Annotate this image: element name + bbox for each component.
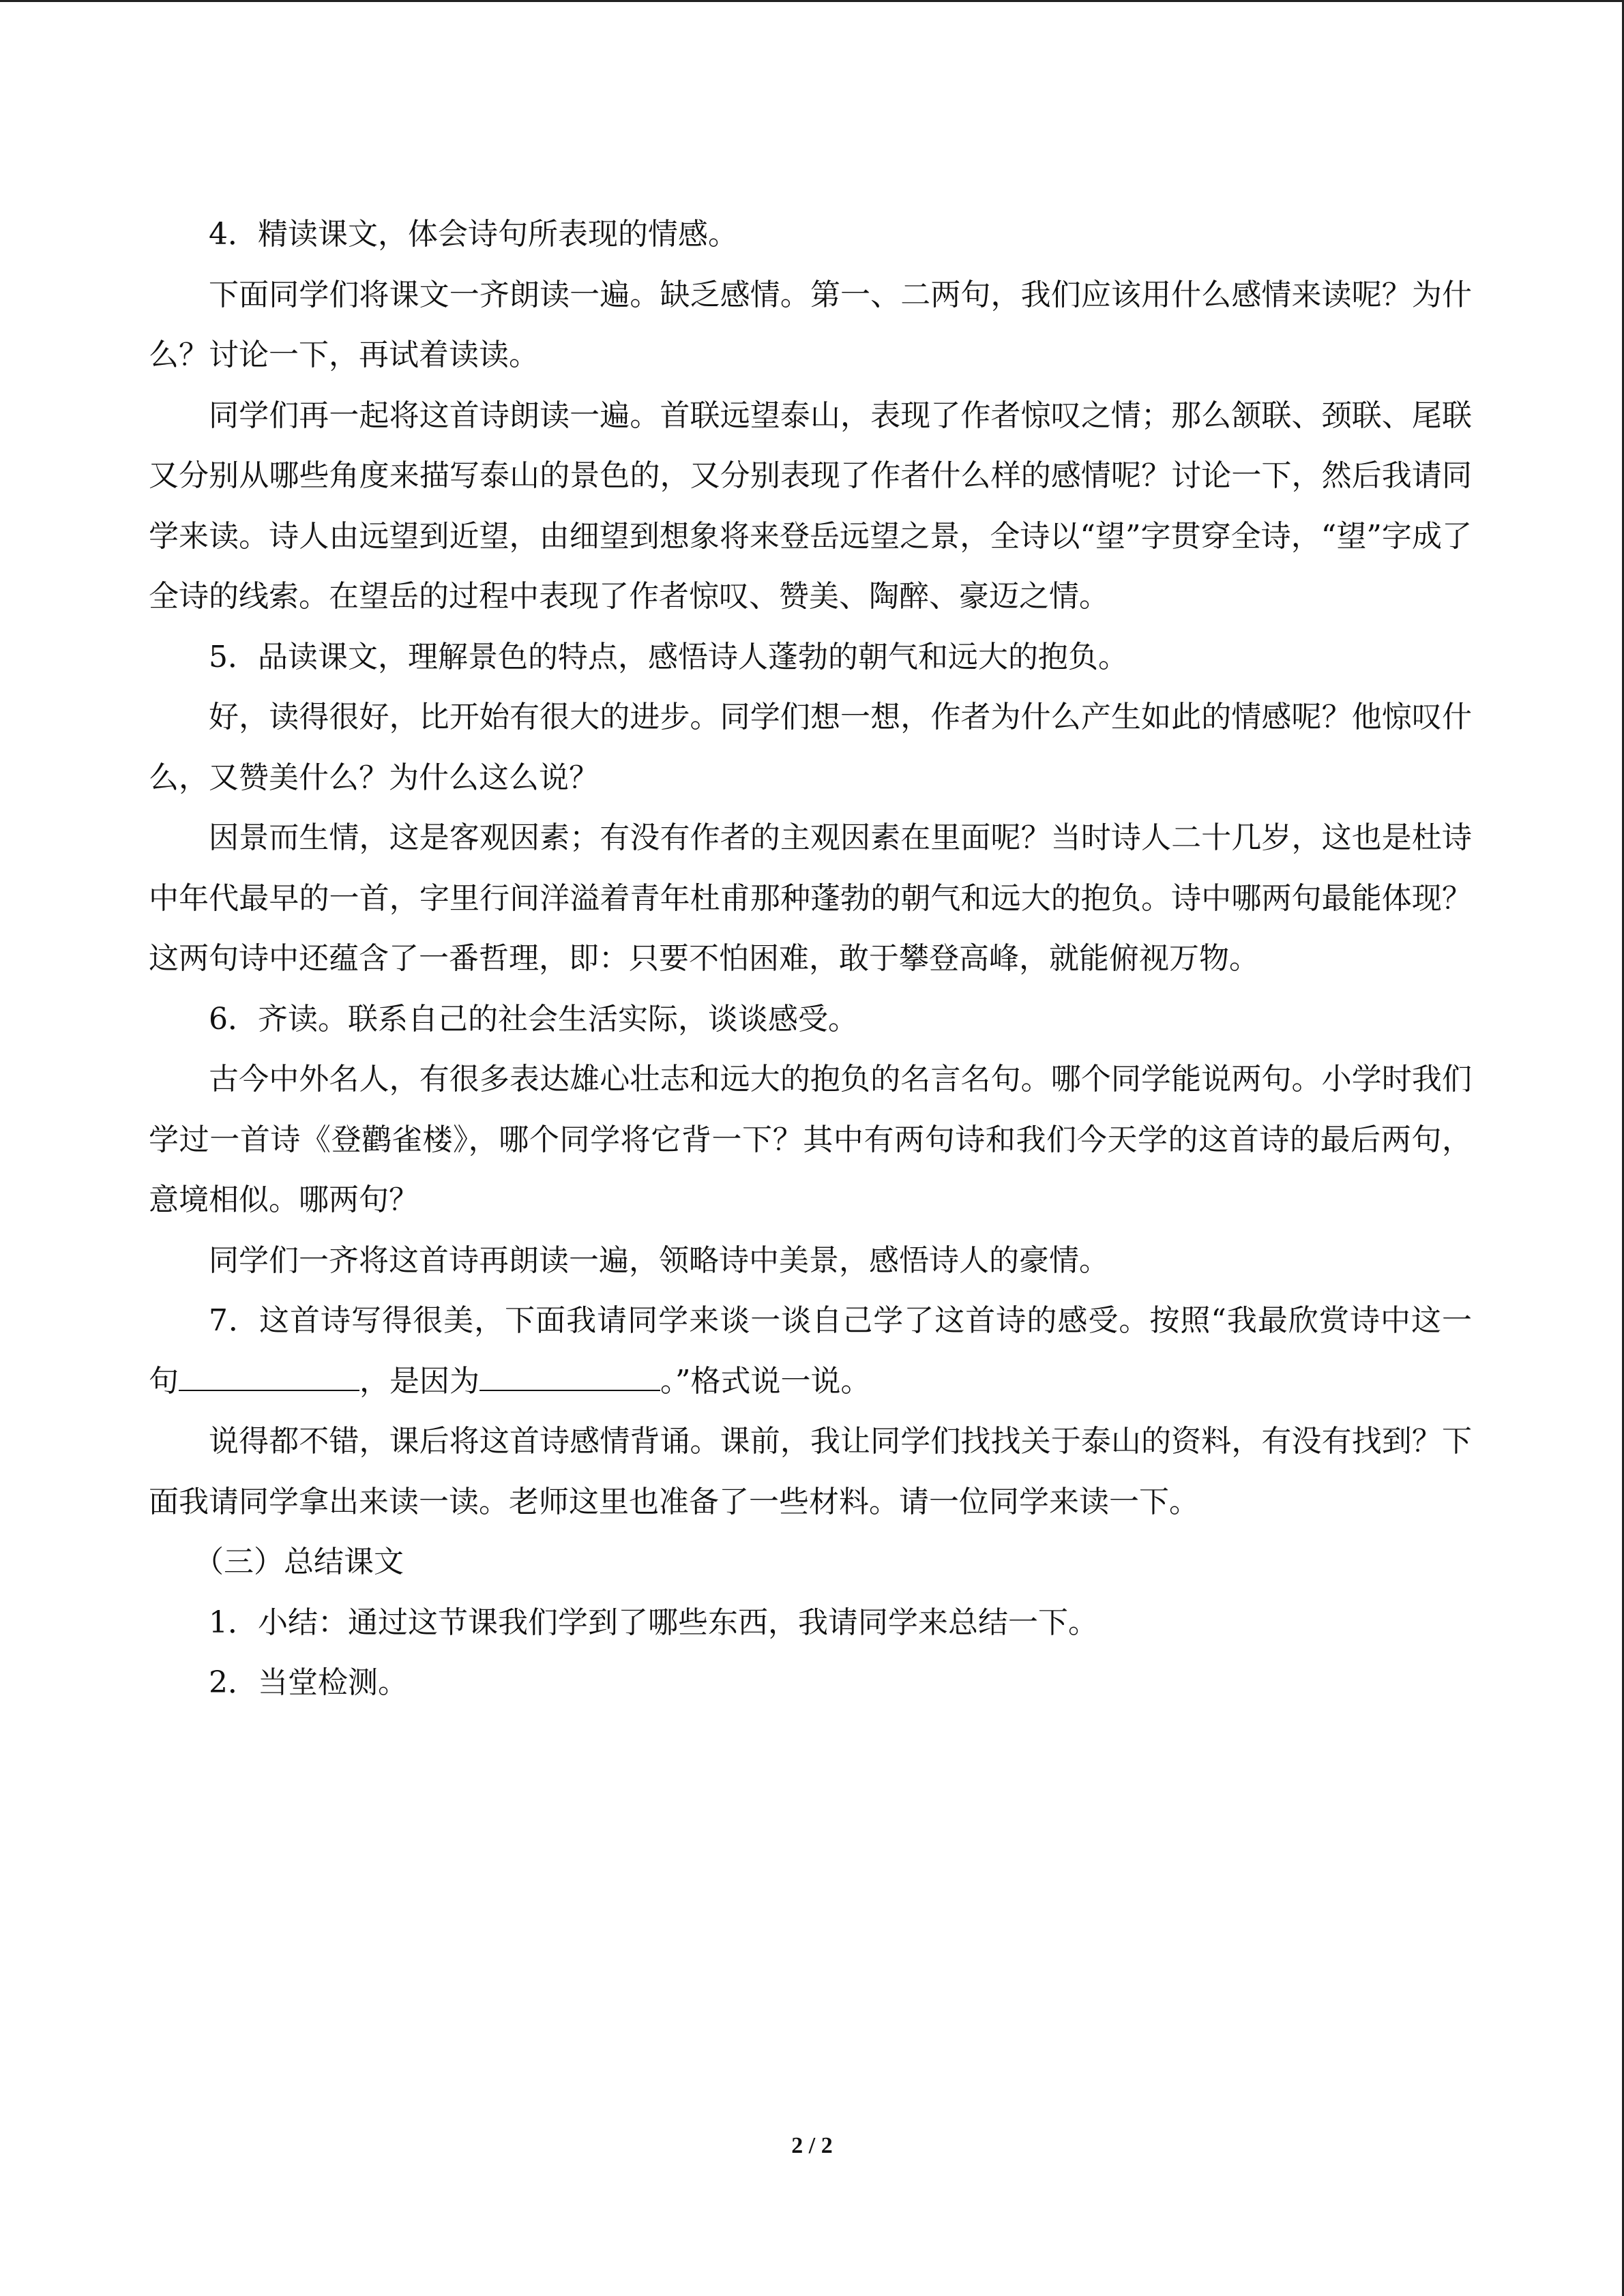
section-heading: （三）总结课文 <box>194 1545 404 1579</box>
step-7-text-start: 7．这首诗写得很美，下面我请同学来谈一谈自己学了这首诗的感受。按照“我最欣赏诗中这一句 <box>149 1303 1472 1399</box>
page-top-border <box>0 0 1624 2</box>
paragraph-step-6: 6．齐读。联系自己的社会生活实际，谈谈感受。 <box>209 1001 858 1037</box>
document-body <box>149 205 1472 1714</box>
paragraph-step-5: 5．品读课文，理解景色的特点，感悟诗人蓬勃的朝气和远大的抱负。 <box>209 639 1128 674</box>
paragraph-step-4: 4．精读课文，体会诗句所表现的情感。 <box>209 217 738 252</box>
paragraph: 说得都不错，课后将这首诗感情背诵。课前，我让同学们找找关于泰山的资料，有没有找到？下面我请同学拿出来读一读。老师这里也准备了一些材料。请一位同学来读一下。 <box>149 1424 1472 1519</box>
paragraph: 下面同学们将课文一齐朗读一遍。缺乏感情。第一、二两句，我们应该用什么感情来读呢？为什么？讨论一下，再试着读读。 <box>149 277 1472 372</box>
fill-in-blank-2 <box>479 1360 660 1391</box>
step-7-text-end: 。”格式说一说。 <box>660 1363 871 1399</box>
paragraph-test: 2．当堂检测。 <box>209 1665 408 1700</box>
paragraph: 好，读得很好，比开始有很大的进步。同学们想一想，作者为什么产生如此的情感呢？他惊叹什么，又赞美什么？为什么这么说？ <box>149 700 1472 795</box>
paragraph-summary: 1．小结：通过这节课我们学到了哪些东西，我请同学来总结一下。 <box>209 1605 1098 1640</box>
paragraph: 古今中外名人，有很多表达雄心壮志和远大的抱负的名言名句。哪个同学能说两句。小学时我们学过一首诗《登鹳雀楼》，哪个同学将它背一下？其中有两句诗和我们今天学的这首诗的最后两句，意境相似。哪两句？ <box>149 1062 1472 1217</box>
fill-in-blank-1 <box>179 1360 359 1391</box>
step-7-text-middle: ，是因为 <box>359 1363 479 1399</box>
page-number: 2 / 2 <box>791 2133 833 2158</box>
paragraph: 同学们再一起将这首诗朗读一遍。首联远望泰山，表现了作者惊叹之情；那么颔联、颈联、尾联又分别从哪些角度来描写泰山的景色的，又分别表现了作者什么样的感情呢？讨论一下，然后我请同学来读。诗人由远望到近望，由细望到想象将来登岳远望之景，全诗以“望”字贯穿全诗，“望”字成了全诗的线索。在望岳的过程中表现了作者惊叹、赞美、陶醉、豪迈之情。 <box>149 398 1472 614</box>
paragraph-step-7 <box>149 1291 1472 1412</box>
paragraph: 因景而生情，这是客观因素；有没有作者的主观因素在里面呢？当时诗人二十几岁，这也是杜诗中年代最早的一首，字里行间洋溢着青年杜甫那种蓬勃的朝气和远大的抱负。诗中哪两句最能体现？这两句诗中还蕴含了一番哲理，即：只要不怕困难，敢于攀登高峰，就能俯视万物。 <box>149 820 1472 976</box>
paragraph: 同学们一齐将这首诗再朗读一遍，领略诗中美景，感悟诗人的豪情。 <box>209 1242 1109 1278</box>
